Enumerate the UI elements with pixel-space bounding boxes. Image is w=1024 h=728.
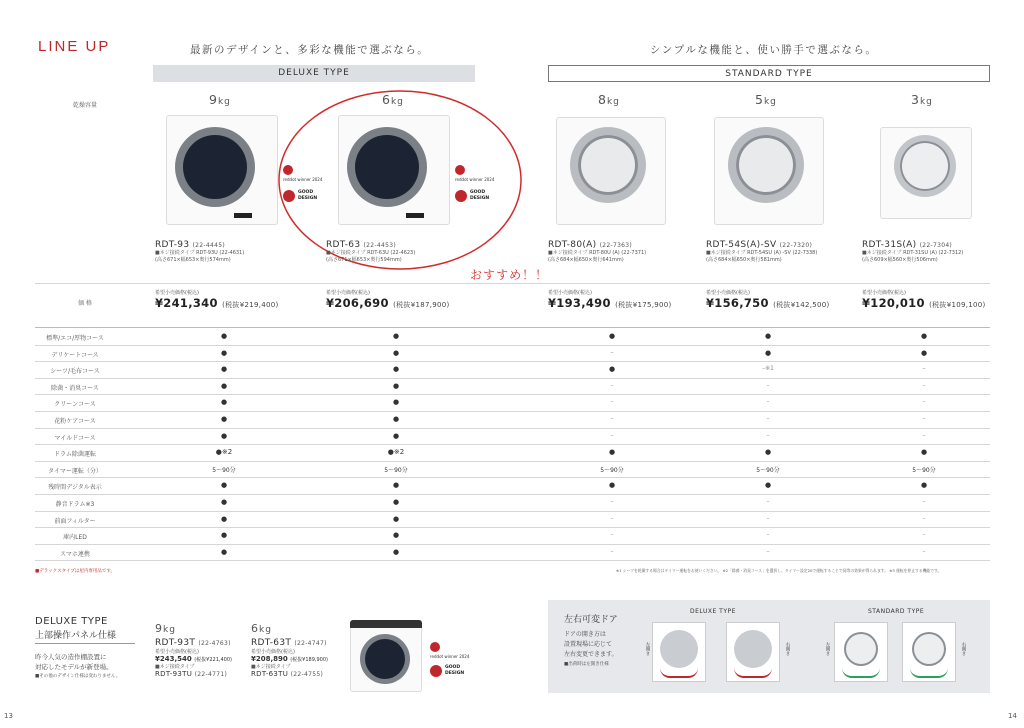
feature-cell: ● [920, 481, 928, 490]
award-badge-1: reddot winner 2024 GOOD DESIGN [283, 165, 325, 202]
feature-cell: ● [392, 431, 400, 440]
price-label: 価 格 [78, 300, 92, 307]
door-title: 左右可変ドア [564, 615, 618, 625]
capacity-4: 5kg [755, 92, 777, 107]
page-number-left: 13 [4, 712, 13, 720]
feature-cell: ● [764, 332, 772, 340]
dryer-image-rdt80 [556, 117, 666, 225]
feature-cell: ● [392, 365, 400, 374]
feature-cell: ● [220, 498, 228, 506]
row-divider [35, 411, 990, 412]
top-panel-model-2: 6kg RDT-63T (22-4747) 希望小売価格(税込) ¥208,890 (税抜¥189,900) ■ネジ接続タイプ RDT-63TU (22-4755) [251, 622, 328, 678]
feature-cell: ● [608, 332, 616, 340]
feature-cell: – [766, 398, 770, 406]
feature-cell: ● [220, 547, 228, 556]
award-badge-3: reddot winner 2024 GOOD DESIGN [430, 642, 480, 677]
feature-cell: ● [392, 348, 400, 357]
feature-label: 除菌・消臭コース [51, 384, 99, 392]
feature-cell: – [610, 514, 614, 522]
feature-cell: ● [392, 498, 400, 506]
feature-cell: ● [220, 398, 228, 407]
row-divider [35, 378, 990, 379]
feature-cell: ● [920, 348, 928, 357]
product-info-4: RDT-54S(A)-SV (22-7320) ■ネジ接続タイプ RDT-54SU (A) -SV (22-7338) (高さ684×幅650×奥行581mm) [706, 240, 818, 263]
feature-cell: – [610, 431, 614, 439]
feature-cell: ● [392, 531, 400, 540]
feature-cell: ● [392, 398, 400, 407]
divider [35, 283, 990, 284]
row-divider [35, 527, 990, 528]
feature-cell: 5〜90分 [756, 466, 780, 474]
dryer-image-rdt31 [880, 127, 972, 219]
door-image-deluxe-left [652, 622, 706, 682]
door-image-standard-right [902, 622, 956, 682]
row-divider [35, 345, 990, 346]
page-number-right: 14 [1008, 712, 1017, 720]
recommend-annotation: おすすめ！！ [470, 268, 549, 282]
deluxe-type-header: DELUXE TYPE [153, 65, 475, 82]
row-divider [35, 544, 990, 545]
row-divider [35, 494, 990, 495]
price-5: 希望小売価格(税込) ¥120,010 (税抜¥109,100) [862, 290, 986, 310]
top-panel-model-1: 9kg RDT-93T (22-4763) 希望小売価格(税込) ¥243,540 (税抜¥221,400) ■ネジ接続タイプ RDT-93TU (22-4771) [155, 622, 232, 678]
capacity-2: 6kg [382, 92, 404, 107]
row-divider [35, 477, 990, 478]
feature-label: 前面フィルター [54, 517, 96, 525]
feature-cell: – [766, 415, 770, 422]
feature-cell: ● [220, 415, 228, 423]
feature-cell: – [922, 531, 926, 539]
feature-cell: ● [608, 365, 616, 374]
price-3: 希望小売価格(税込) ¥193,490 (税抜¥175,900) [548, 290, 672, 310]
feature-cell: – [610, 498, 614, 505]
feature-cell: ● [920, 332, 928, 340]
feature-cell: – [922, 398, 926, 406]
feature-cell: ● [220, 381, 228, 390]
standard-type-header: STANDARD TYPE [548, 65, 990, 82]
feature-cell: – [766, 547, 770, 555]
feature-label: 花粉ケアコース [54, 418, 96, 425]
feature-cell: – [766, 498, 770, 505]
footnote-left: ■デラックスタイプは屋内専用品です。 [35, 569, 116, 574]
feature-label: デリケートコース [51, 351, 99, 359]
standard-tagline: シンプルな機能と、使い勝手で選ぶなら。 [650, 44, 878, 56]
feature-cell: ● [392, 481, 400, 490]
feature-cell: ● [764, 448, 772, 457]
row-divider [35, 394, 990, 395]
feature-cell: 5〜90分 [212, 466, 236, 474]
feature-label: シーツ/毛布コース [50, 368, 100, 376]
reddot-icon [430, 642, 440, 652]
feature-cell: ● [220, 348, 228, 357]
page-title: LINE UP [38, 38, 111, 55]
feature-cell: ● [608, 481, 616, 490]
feature-label: タイマー運転（分） [48, 467, 102, 475]
award-badge-2: reddot winner 2024 GOOD DESIGN [455, 165, 503, 202]
feature-cell: ● [220, 365, 228, 374]
price-4: 希望小売価格(税込) ¥156,750 (税抜¥142,500) [706, 290, 830, 310]
feature-label: 静音ドラム※3 [55, 501, 95, 508]
feature-cell: – [922, 365, 926, 373]
footnote-right: ※1 シーツを乾燥する場合はタイマー運転をお使いください。 ※2「除菌・消臭コース」を選択し、タイマー設定20で運転することで同等の効果が得られます。 ※3 運転を停止する機能です。 [616, 568, 942, 573]
product-info-3: RDT-80(A) (22-7363) ■ネジ接続タイプ RDT-80U (A) (22-7371) (高さ684×幅650×奥行641mm) [548, 240, 647, 263]
feature-cell: – [922, 431, 926, 439]
feature-cell: ●※2 [387, 448, 405, 457]
feature-cell: – [610, 415, 614, 422]
feature-cell: – [610, 381, 614, 389]
door-image-deluxe-right [726, 622, 780, 682]
feature-label: 標準/エコ/厚物コース [46, 335, 104, 342]
feature-cell: ● [220, 531, 228, 540]
feature-cell: ● [220, 332, 228, 340]
divider [35, 643, 135, 644]
feature-cell: 5〜90分 [912, 466, 936, 474]
feature-label: 残時間デジタル表示 [48, 484, 102, 492]
feature-cell: – [922, 415, 926, 422]
dryer-image-rdt93 [166, 115, 278, 225]
feature-cell: ● [220, 481, 228, 490]
feature-label: マイルドコース [54, 434, 96, 442]
product-info-1: RDT-93 (22-4445) ■ネジ接続タイプ RDT-93U (22-4631) (高さ671×幅653×奥行574mm) [155, 240, 245, 263]
capacity-label: 乾燥容量 [72, 102, 97, 109]
row-divider [35, 444, 990, 445]
feature-cell: ● [392, 514, 400, 523]
feature-cell: 5〜90分 [384, 466, 408, 474]
feature-cell: – [922, 498, 926, 505]
dryer-image-rdt54 [714, 117, 824, 225]
feature-label: ドラム除菌運転 [54, 451, 96, 459]
door-panel: 左右可変ドア ドアの開き方は 設置現場に応じて 左右変更できます。 ■出荷時は左開き仕様 DELUXE TYPE STANDARD TYPE 左開き 右開き 左開き 右開き [548, 600, 990, 693]
bottom-description: 昨今人気の造作棚設置に 対応したモデルが新登場。 ■その他のデザイン仕様は変わりません。 [35, 653, 121, 679]
capacity-3: 8kg [598, 92, 620, 107]
door-deluxe-label: DELUXE TYPE [690, 608, 736, 615]
feature-cell: ●※2 [215, 448, 233, 457]
feature-cell: – [766, 381, 770, 389]
good-design-icon [430, 665, 442, 677]
feature-cell: ● [392, 415, 400, 423]
feature-cell: ● [392, 332, 400, 340]
row-divider [35, 361, 990, 362]
feature-cell: – [922, 547, 926, 555]
door-description: ドアの開き方は 設置現場に応じて 左右変更できます。 ■出荷時は左開き仕様 [564, 631, 618, 667]
product-info-2: RDT-63 (22-4453) ■ネジ接続タイプ RDT-63U (22-4623) (高さ671×幅653×奥行594mm) [326, 240, 416, 263]
capacity-1: 9kg [209, 92, 231, 107]
feature-label: スマホ連携 [60, 550, 90, 558]
feature-cell: – [922, 381, 926, 389]
door-standard-label: STANDARD TYPE [868, 608, 925, 615]
feature-cell: – [766, 431, 770, 439]
dryer-image-top-panel [350, 620, 422, 692]
feature-cell: 5〜90分 [600, 466, 624, 474]
feature-cell: –※1 [762, 365, 774, 373]
row-divider [35, 560, 990, 561]
feature-cell: – [610, 547, 614, 555]
bottom-title: DELUXE TYPE 上部操作パネル仕様 [35, 616, 117, 641]
feature-cell: ● [764, 348, 772, 357]
feature-cell: – [610, 398, 614, 406]
price-2: 希望小売価格(税込) ¥206,690 (税抜¥187,900) [326, 290, 450, 310]
feature-cell: ● [220, 514, 228, 523]
row-divider [35, 461, 990, 462]
deluxe-tagline: 最新のデザインと、多彩な機能で選ぶなら。 [190, 44, 430, 56]
feature-cell: – [610, 531, 614, 539]
feature-cell: ● [392, 547, 400, 556]
row-divider [35, 511, 990, 512]
feature-cell: – [922, 514, 926, 522]
feature-label: 庫内LED [63, 534, 87, 542]
feature-label: クリーンコース [54, 401, 96, 409]
door-image-standard-left [834, 622, 888, 682]
feature-cell: ● [220, 431, 228, 440]
feature-cell: ● [608, 448, 616, 457]
feature-cell: – [766, 531, 770, 539]
feature-cell: – [766, 514, 770, 522]
feature-cell: – [610, 348, 614, 356]
divider [35, 327, 990, 328]
feature-cell: ● [764, 481, 772, 490]
product-info-5: RDT-31S(A) (22-7304) ■ネジ接続タイプ RDT-31SU (A) (22-7312) (高さ609×幅560×奥行506mm) [862, 240, 964, 263]
feature-cell: ● [920, 448, 928, 457]
capacity-5: 3kg [911, 92, 933, 107]
price-1: 希望小売価格(税込) ¥241,340 (税抜¥219,400) [155, 290, 279, 310]
feature-cell: ● [392, 381, 400, 390]
row-divider [35, 428, 990, 429]
